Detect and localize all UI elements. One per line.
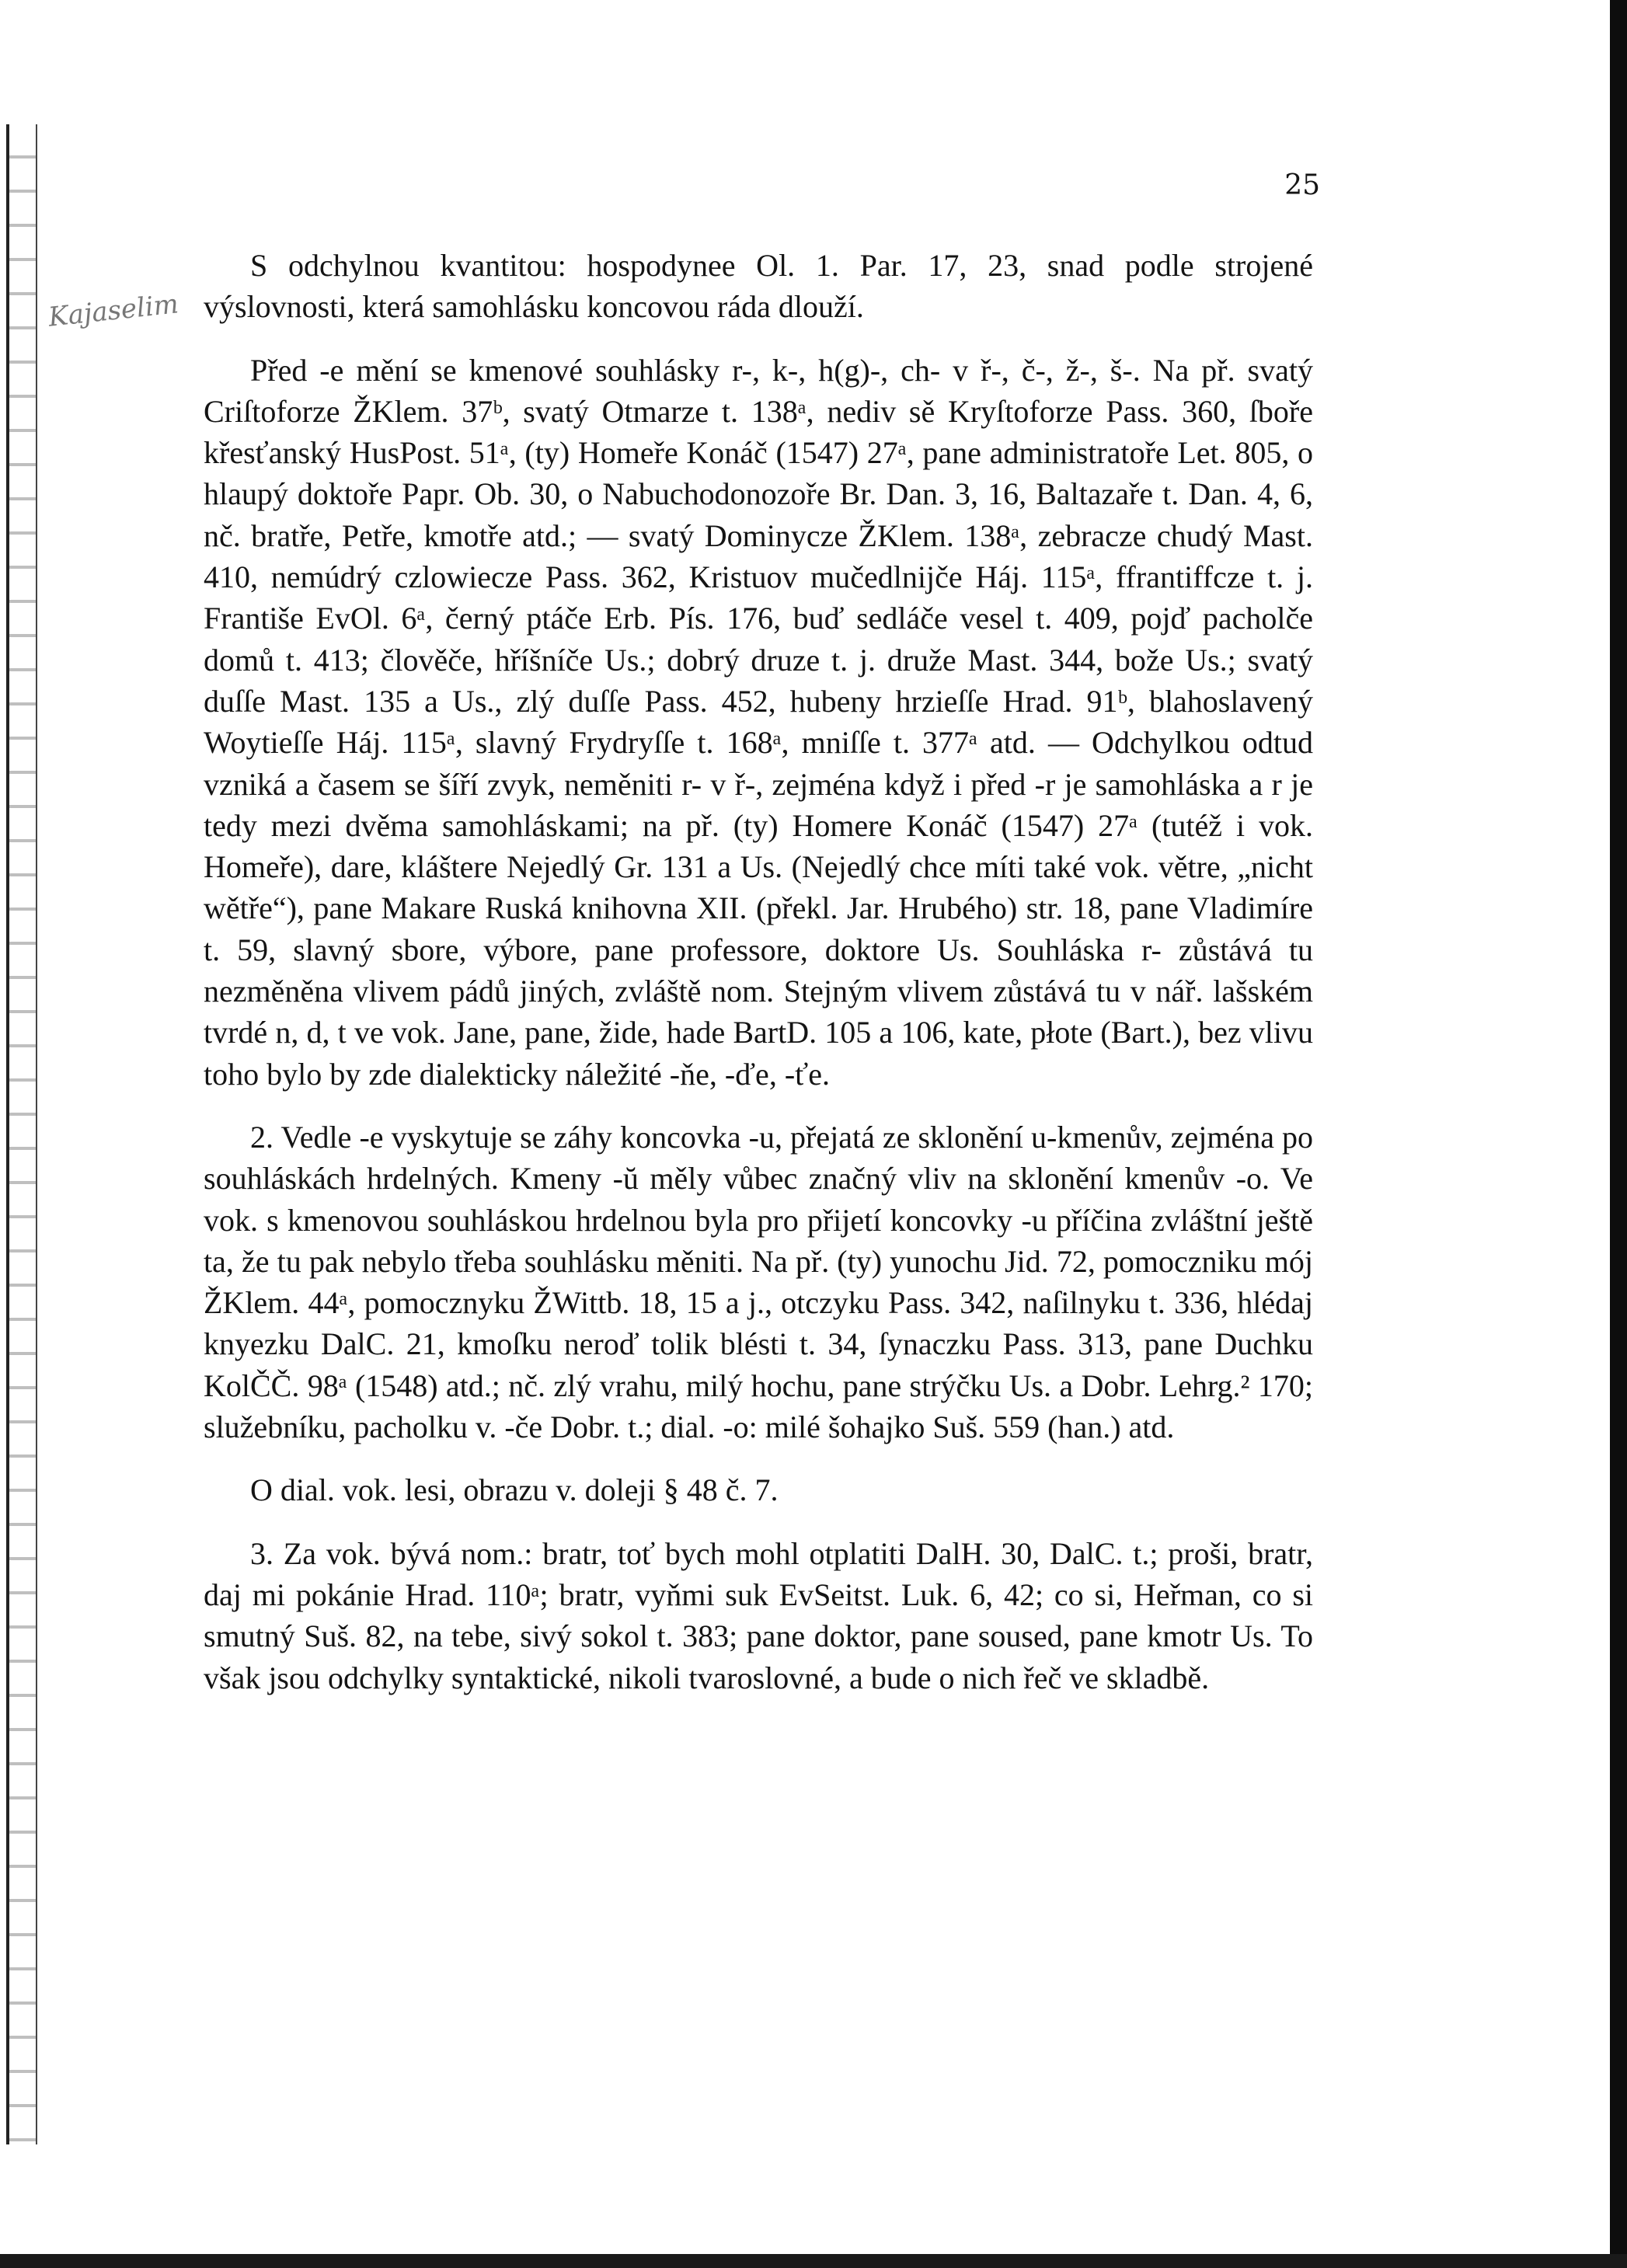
scan-border-bottom	[0, 2254, 1627, 2268]
paragraph: Před -e mění se kmenové souhlásky r-, k-, h(g)-, ch- v ř-, č-, ž-, š-. Na př. svatý Criſtoforze ŽKlem. 37ᵇ, svatý Otmarze t. 138ᵃ, nediv sě Kryſtoforze Pass. 360, ſboře křesťanský HusPost. 51ᵃ, (ty) Homeře Konáč (1547) 27ᵃ, pane administratoře Let. 805, o hlaupý doktoře Papr. Ob. 30, o Nabuchodonozoře Br. Dan. 3, 16, Baltazaře t. Dan. 4, 6, nč. bratře, Petře, kmotře atd.; — svatý Dominycze ŽKlem. 138ᵃ, zebracze chudý Mast. 410, nemúdrý czlowiecze Pass. 362, Kristuov mučedlnijče Háj. 115ᵃ, ffrantiffcze t. j. Františe EvOl. 6ᵃ, černý ptáče Erb. Pís. 176, buď sedláče vesel t. 409, pojď pacholče domů t. 413; člověče, hříšníče Us.; dobrý druze t. j. druže Mast. 344, bože Us.; svatý duſſe Mast. 135 a Us., zlý duſſe Pass. 452, hubeny hrzieſſe Hrad. 91ᵇ, blahoslavený Woytieſſe Háj. 115ᵃ, slavný Frydryſſe t. 168ᵃ, mniſſe t. 377ᵃ atd. — Odchylkou odtud vzniká a časem se šíří zvyk, neměniti r- v ř-, zejména když i před -r je samohláska a r je tedy mezi dvěma samohláskami; na př. (ty) Homere Konáč (1547) 27ᵃ (tutéž i vok. Homeře), dare, klášterе Nejedlý Gr. 131 a Us. (Nejedlý chce míti také vok. větre, „nicht wětře“), pane Makare Ruská knihovna XII. (překl. Jar. Hrubého) str. 18, pane Vladimíre t. 59, slavný sbore, výbore, pane professore, doktore Us. Souhláska r- zůstává tu nezměněna vlivem pádů jiných, zvláště nom. Stejným vlivem zůstává tu v nář. lašském tvrdé n, d, t ve vok. Jane, pane, žide, hade BartD. 105 a 106, kate, płote (Bart.), bez vlivu toho bylo by zde dialekticky náležité -ňe, -ďe, -ťe.	[204, 352, 1313, 1092]
paragraph: 2. Vedle -e vyskytuje se záhy koncovka -u, přejatá ze sklonění u-kmenův, zejména po souhláskách hrdelných. Kmeny -ŭ měly vůbec značný vliv na sklonění kmenův -o. Ve vok. s kmenovou souhláskou hrdelnou byla pro přijetí koncovky -u příčina zvláštní ještě ta, že tu pak nebylo třeba souhlásku měniti. Na př. (ty) yunochu Jid. 72, pomocznіku mój ŽKlem. 44ᵃ, pomocznyku ŽWittb. 18, 15 a j., otczyku Pass. 342, naſilnyku t. 336, hlédaj knyezku DalC. 21, kmoſku neroď tolik blésti t. 34, ſynaczku Pass. 313, pane Duchku KolČČ. 98ᵃ (1548) atd.; nč. zlý vrahu, milý hochu, pane strýčku Us. a Dobr. Lehrg.² 170; služebníku, pacholku v. -če Dobr. t.; dial. -o: milé šohajko Suš. 559 (han.) atd.	[204, 1119, 1313, 1445]
paragraph: S odchylnou kvantitou: hospodynee Ol. 1. Par. 17, 23, snad podle strojené výslovnosti, která samohlásku koncovou ráda dlouží.	[204, 248, 1313, 325]
paragraph: O dial. vok. lesi, obrazu v. doleji § 48 č. 7.	[250, 1472, 779, 1508]
book-binding-edge	[6, 124, 37, 2144]
handwritten-margin-note: Kajaselim	[47, 288, 180, 333]
scan-border-right	[1610, 0, 1627, 2268]
page-number: 25	[1284, 169, 1320, 201]
body-text	[204, 245, 1313, 1698]
paragraph: 3. Za vok. bývá nom.: bratr, toť bych mohl otplatiti DalH. 30, DalC. t.; proši, bratr, daj mi pokánie Hrad. 110ᵃ; bratr, vyňmi suk EvSeitst. Luk. 6, 42; co si, Heřman, co si smutný Suš. 82, na tebe, sivý sokol t. 383; pane doktor, pane soused, pane kmotr Us. To však jsou odchylky syntaktické, nikoli tvaroslovné, a bude o nich řeč ve skladbě.	[204, 1535, 1313, 1695]
